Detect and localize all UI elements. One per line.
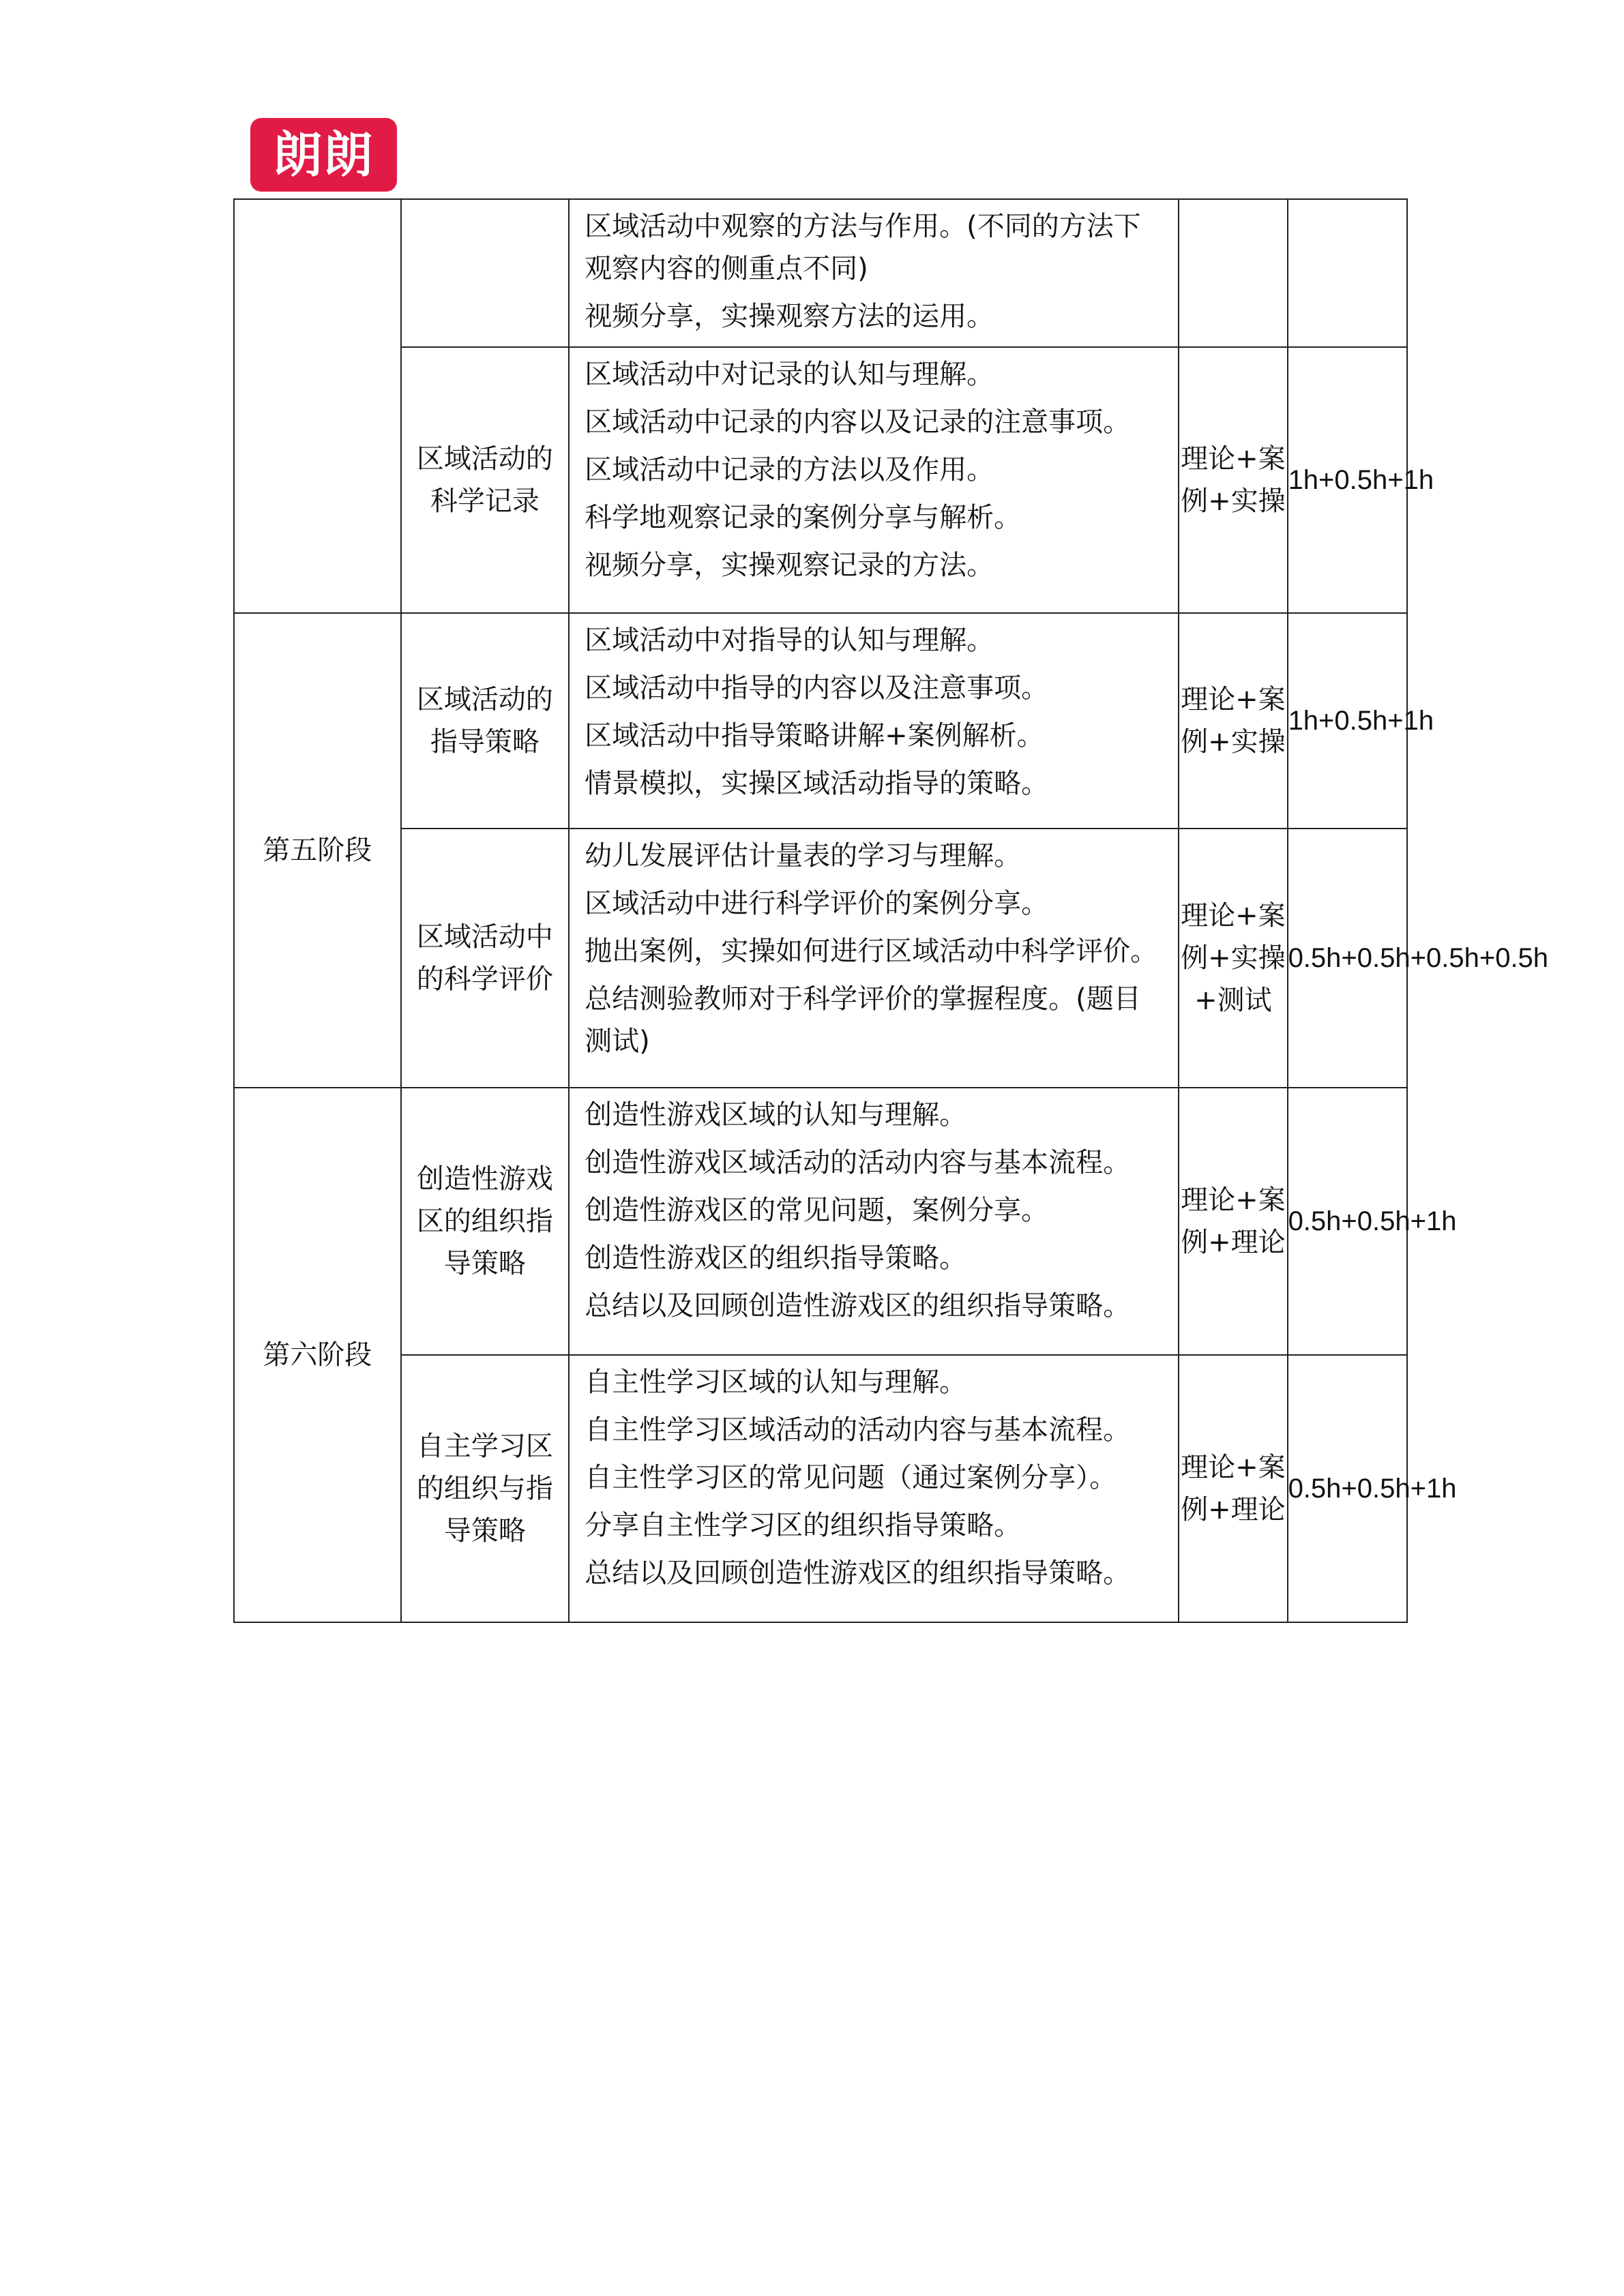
- module-cell-empty: [401, 199, 570, 347]
- hours: 0.5h+0.5h+0.5h+0.5h: [1288, 829, 1407, 1088]
- content-cell: [569, 347, 1179, 613]
- content-item: 抛出案例，实操如何进行区域活动中科学评价。: [585, 936, 1158, 967]
- content-item: 创造性游戏区域活动的活动内容与基本流程。: [585, 1147, 1131, 1178]
- table-row: [234, 1355, 1407, 1622]
- form-cell-empty: [1179, 199, 1287, 347]
- hours: 0.5h+0.5h+1h: [1288, 1088, 1407, 1355]
- content-item: 区域活动中指导策略讲解+案例解析。: [585, 720, 1044, 751]
- content-item: 视频分享，实操观察记录的方法。: [585, 550, 994, 581]
- stage-cell-continued: [234, 199, 401, 613]
- content-item: 总结测验教师对于科学评价的掌握程度。(题目测试): [585, 983, 1141, 1057]
- module-name: 创造性游戏区的组织指导策略: [401, 1088, 570, 1355]
- content-cell: [569, 1355, 1179, 1622]
- teaching-form: 理论+案例+实操+测试: [1179, 829, 1287, 1088]
- content-cell: [569, 199, 1179, 347]
- content-item: 区域活动中记录的内容以及记录的注意事项。: [585, 406, 1131, 438]
- content-item: 区域活动中记录的方法以及作用。: [585, 454, 994, 486]
- content-item: 分享自主性学习区的组织指导策略。: [585, 1510, 1022, 1541]
- table-row: [234, 829, 1407, 1088]
- content-cell: [569, 829, 1179, 1088]
- table-row: [234, 199, 1407, 347]
- content-item: 自主性学习区域活动的活动内容与基本流程。: [585, 1414, 1131, 1446]
- content-item: 总结以及回顾创造性游戏区的组织指导策略。: [585, 1290, 1131, 1322]
- table-row: [234, 613, 1407, 829]
- stage-label: 第五阶段: [234, 613, 401, 1088]
- module-name: 自主学习区的组织与指导策略: [401, 1355, 570, 1622]
- content-item: 区域活动中对记录的认知与理解。: [585, 359, 994, 390]
- content-cell: [569, 613, 1179, 829]
- module-name: 区域活动中的科学评价: [401, 829, 570, 1088]
- content-item: 区域活动中进行科学评价的案例分享。: [585, 888, 1049, 919]
- training-schedule-table: [233, 198, 1549, 1623]
- teaching-form: 理论+案例+实操: [1179, 613, 1287, 829]
- content-item: 区域活动中对指导的认知与理解。: [585, 625, 994, 656]
- brand-logo: 朗朗: [250, 118, 397, 192]
- content-item: 创造性游戏区的常见问题，案例分享。: [585, 1195, 1049, 1226]
- content-item: 科学地观察记录的案例分享与解析。: [585, 502, 1022, 533]
- teaching-form: 理论+案例+理论: [1179, 1088, 1287, 1355]
- content-item: 幼儿发展评估计量表的学习与理解。: [585, 840, 1022, 871]
- hours: 1h+0.5h+1h: [1288, 613, 1407, 829]
- table-row: [234, 347, 1407, 613]
- hours: 0.5h+0.5h+1h: [1288, 1355, 1407, 1622]
- teaching-form: 理论+案例+实操: [1179, 347, 1287, 613]
- stage-label: 第六阶段: [234, 1088, 401, 1622]
- teaching-form: 理论+案例+理论: [1179, 1355, 1287, 1622]
- table-row: [234, 1088, 1407, 1355]
- content-item: 创造性游戏区的组织指导策略。: [585, 1242, 967, 1274]
- content-item: 情景模拟，实操区域活动指导的策略。: [585, 768, 1049, 799]
- content-item: 自主性学习区域的认知与理解。: [585, 1367, 967, 1398]
- hours: 1h+0.5h+1h: [1288, 347, 1407, 613]
- content-item: 区域活动中观察的方法与作用。(不同的方法下观察内容的侧重点不同): [585, 211, 1141, 284]
- content-item: 创造性游戏区域的认知与理解。: [585, 1099, 967, 1131]
- hours-cell-empty: [1288, 199, 1407, 347]
- content-item: 自主性学习区的常见问题（通过案例分享）。: [585, 1462, 1117, 1493]
- content-cell: [569, 1088, 1179, 1355]
- module-name: 区域活动的指导策略: [401, 613, 570, 829]
- content-item: 总结以及回顾创造性游戏区的组织指导策略。: [585, 1557, 1131, 1589]
- module-name: 区域活动的科学记录: [401, 347, 570, 613]
- content-item: 区域活动中指导的内容以及注意事项。: [585, 672, 1049, 704]
- content-item: 视频分享，实操观察方法的运用。: [585, 301, 994, 332]
